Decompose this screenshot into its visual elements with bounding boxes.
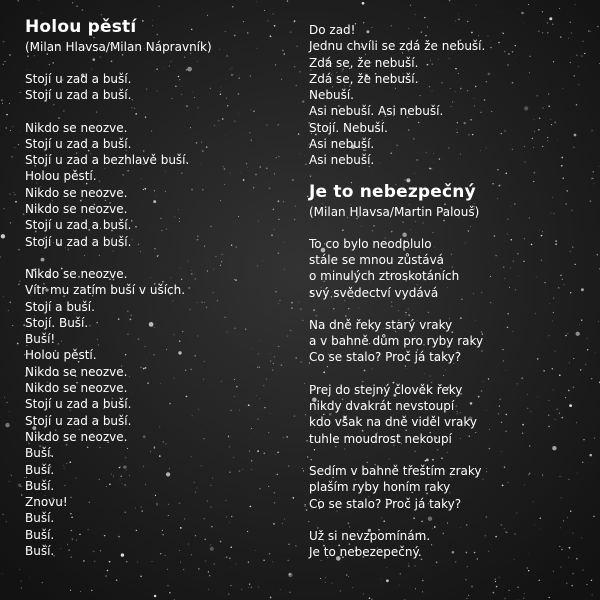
star: [597, 254, 598, 255]
star: [263, 560, 265, 562]
star: [306, 494, 307, 495]
star: [12, 126, 13, 127]
lyrics-continuation: [309, 22, 594, 169]
star: [523, 598, 524, 599]
star: [169, 592, 170, 593]
stanza: [309, 528, 594, 561]
star: [296, 85, 297, 86]
star: [208, 571, 209, 572]
lyric-line: Zdá se, že nebuší.: [309, 71, 419, 86]
lyric-line: Nikdo se neozve.: [25, 185, 128, 200]
star: [410, 5, 411, 6]
star: [295, 545, 296, 546]
star: [180, 562, 181, 563]
star: [6, 402, 7, 403]
star: [499, 577, 500, 578]
star: [422, 591, 423, 592]
star: [502, 11, 503, 12]
lyric-line: Buší.: [25, 511, 55, 526]
star: [9, 54, 11, 56]
star: [280, 589, 281, 590]
star: [494, 578, 496, 580]
star: [300, 308, 301, 309]
star: [340, 590, 341, 591]
lyric-line: Stojí u zad a bezhlavě buší.: [25, 153, 190, 168]
right-column: [309, 22, 594, 560]
star: [80, 591, 81, 592]
star: [408, 565, 410, 567]
star: [12, 325, 13, 326]
star: [230, 585, 231, 586]
star: [598, 321, 599, 322]
star: [304, 155, 305, 156]
star: [21, 588, 22, 589]
star: [468, 595, 469, 596]
star: [15, 201, 17, 203]
lyric-line: Stojí u zad a buší.: [25, 72, 132, 86]
star: [126, 561, 128, 563]
left-column: [25, 16, 295, 559]
star: [137, 562, 138, 563]
lyric-line: kdo však na dně viděl vraky: [309, 415, 477, 430]
song-credits: (Milan Hlavsa/Martin Palouš): [309, 204, 480, 219]
lyric-line: Asi nebuší. Asi nebuší.: [309, 104, 444, 119]
star: [465, 579, 467, 581]
lyric-line: Buší.: [25, 446, 55, 461]
star: [598, 166, 599, 167]
star: [408, 563, 409, 564]
star: [264, 10, 265, 11]
star: [29, 577, 30, 578]
lyric-line: Nikdo se neozve.: [25, 364, 128, 379]
star: [455, 561, 456, 562]
star: [595, 352, 596, 353]
star: [415, 14, 416, 15]
star: [475, 5, 476, 6]
star: [105, 575, 106, 576]
lyric-line: Jednu chvíli se zdá že nebuší.: [309, 39, 486, 54]
lyric-line: Stojí u zad a buší.: [25, 218, 132, 233]
star: [6, 114, 8, 116]
lyric-line: Nebuší.: [309, 88, 354, 103]
lyric-line: Zdá se, že nebuší.: [309, 55, 419, 70]
star: [116, 579, 117, 580]
star: [20, 581, 21, 582]
stanza: [309, 382, 594, 447]
star: [528, 4, 529, 5]
star: [572, 573, 574, 575]
star: [9, 481, 10, 482]
star: [18, 483, 21, 486]
star: [306, 440, 308, 442]
star: [592, 594, 593, 595]
star: [299, 302, 300, 303]
stanza: [309, 236, 594, 301]
star: [582, 569, 583, 570]
star: [305, 164, 306, 165]
star: [272, 561, 273, 562]
star: [19, 569, 20, 570]
star: [18, 284, 19, 285]
star: [305, 414, 307, 416]
star: [17, 343, 19, 345]
star: [2, 573, 3, 574]
star: [289, 591, 291, 593]
lyric-line: Stojí u zad a buší.: [25, 413, 132, 428]
star: [4, 397, 5, 398]
star: [539, 580, 540, 581]
star: [559, 8, 560, 9]
star: [295, 357, 297, 359]
star: [3, 296, 4, 297]
star: [249, 583, 250, 584]
star: [467, 566, 468, 567]
star: [542, 11, 543, 12]
star: [527, 567, 528, 568]
lyric-line: stále se mnou zůstává: [309, 252, 445, 267]
star: [591, 580, 592, 581]
star: [13, 192, 14, 193]
star: [205, 560, 206, 561]
star: [549, 17, 552, 20]
lyric-line: Buší.: [25, 527, 55, 542]
star: [232, 567, 233, 568]
lyric-line: Holou pěstí.: [25, 348, 97, 363]
lyric-line: Stojí u zad a buší.: [25, 397, 132, 412]
star: [228, 594, 229, 595]
lyric-line: Buší.: [25, 462, 55, 477]
star: [369, 597, 371, 599]
lyric-line: Na dně řeky starý vraky: [309, 317, 453, 332]
lyric-line: Co se stalo? Proč já taky?: [309, 350, 462, 365]
star: [19, 281, 21, 283]
lyric-line: Vítr mu zatím buší v uších.: [25, 283, 186, 298]
lyric-line: Nikdo se neozve.: [25, 381, 128, 396]
star: [471, 586, 473, 588]
lyrics-body: [25, 71, 295, 559]
star: [386, 579, 389, 582]
star: [346, 574, 348, 576]
star: [320, 578, 321, 579]
star: [458, 14, 459, 15]
star: [70, 590, 71, 591]
lyric-line: To co bylo neodplulo: [309, 236, 432, 251]
star: [72, 2, 73, 3]
star: [575, 4, 576, 5]
star: [302, 468, 303, 469]
star: [21, 494, 22, 495]
star: [597, 26, 598, 27]
star: [8, 310, 9, 311]
star: [109, 561, 111, 563]
lyric-line: Holou pěstí.: [25, 169, 97, 184]
star: [167, 569, 168, 570]
star: [586, 584, 587, 585]
lyrics-body: [309, 236, 594, 561]
star: [302, 100, 304, 102]
song-holou-pesti: [25, 16, 295, 559]
star: [18, 144, 19, 145]
star: [325, 582, 326, 583]
star: [2, 514, 3, 515]
star: [9, 103, 10, 104]
star: [553, 571, 554, 572]
star: [9, 302, 11, 304]
stanza: [25, 71, 295, 104]
star: [168, 585, 169, 586]
star: [2, 103, 3, 104]
star: [241, 589, 242, 590]
star: [251, 586, 252, 587]
star: [270, 597, 272, 599]
lyric-line: a v bahně dům pro ryby raky: [309, 334, 484, 349]
star: [209, 575, 211, 577]
lyric-line: Buší.: [25, 544, 55, 559]
star: [521, 12, 524, 15]
star: [76, 6, 77, 7]
star: [300, 153, 301, 154]
lyric-line: Co se stalo? Proč já taky?: [309, 496, 462, 511]
star: [466, 598, 467, 599]
lyric-line: Znovu!: [25, 495, 68, 510]
star: [5, 423, 9, 427]
star: [235, 564, 236, 565]
star: [10, 222, 11, 223]
star: [183, 569, 185, 571]
star: [400, 573, 402, 575]
star: [248, 587, 249, 588]
star: [560, 566, 561, 567]
star: [519, 8, 520, 9]
star: [495, 581, 496, 582]
star: [363, 593, 364, 594]
star: [5, 61, 6, 62]
star: [288, 573, 292, 577]
star: [299, 71, 301, 73]
star: [424, 17, 425, 18]
lyric-line: svý svědectví vydává: [309, 285, 439, 300]
star: [325, 578, 326, 579]
star: [304, 505, 305, 506]
star: [9, 193, 10, 194]
star: [17, 0, 19, 1]
lyric-line: Nikdo se neozve.: [25, 266, 128, 281]
lyric-line: Stojí u zad a buší.: [25, 88, 132, 103]
star: [1, 100, 2, 101]
star: [94, 561, 96, 563]
lyric-line: Stojí u zad a buší.: [25, 234, 132, 249]
star: [352, 587, 353, 588]
star: [302, 320, 304, 322]
star: [301, 362, 302, 363]
lyric-line: Je to nebezepečný.: [309, 545, 422, 560]
star: [362, 2, 365, 5]
star: [422, 580, 424, 582]
star: [504, 598, 506, 600]
star: [258, 587, 259, 588]
star: [82, 9, 84, 11]
lyric-line: Stojí a buší.: [25, 299, 95, 314]
star: [232, 6, 234, 8]
star: [1, 234, 5, 238]
stanza: [309, 463, 594, 512]
stanza: [25, 266, 295, 559]
lyric-line: Asi nebuší.: [309, 153, 375, 168]
star: [332, 583, 333, 584]
star: [288, 560, 289, 561]
star: [287, 0, 288, 1]
star: [381, 579, 382, 580]
star: [256, 1, 257, 2]
lyric-line: plaším ryby honím raky: [309, 480, 451, 495]
star: [140, 576, 142, 578]
star: [107, 570, 109, 572]
star: [6, 521, 7, 522]
star: [386, 567, 387, 568]
lyric-line: Buší!: [25, 332, 56, 347]
star: [154, 595, 157, 598]
star: [3, 64, 4, 65]
star: [302, 21, 303, 22]
star: [11, 156, 13, 158]
lyric-line: Do zad!: [309, 23, 356, 37]
star: [41, 13, 42, 14]
star: [152, 561, 153, 562]
star: [493, 592, 495, 594]
star: [3, 208, 5, 210]
lyric-line: Stojí. Nebuší.: [309, 120, 388, 135]
star: [273, 13, 274, 14]
song-credits: (Milan Hlavsa/Milan Nápravník): [25, 40, 212, 54]
lyric-line: o minulých ztroskotáních: [309, 269, 460, 284]
lyric-line: Nikdo se neozve.: [25, 202, 128, 217]
star: [414, 565, 415, 566]
star: [306, 509, 308, 511]
star: [566, 582, 568, 584]
song-title: Je to nebezpečný: [309, 181, 476, 202]
lyric-line: tuhle moudrost nekoupí: [309, 431, 452, 446]
lyric-line: Stojí. Buší.: [25, 315, 89, 330]
lyric-line: Stojí u zad a buší.: [25, 136, 132, 151]
star: [20, 92, 21, 93]
star: [415, 588, 416, 589]
star: [14, 147, 15, 148]
star: [83, 560, 84, 561]
star: [517, 587, 518, 588]
star: [10, 130, 11, 131]
stanza: [25, 120, 295, 250]
star: [298, 133, 299, 134]
lyric-line: Sedím v bahně třeštím zraky: [309, 463, 482, 478]
star: [9, 411, 10, 412]
star: [496, 586, 498, 588]
star: [6, 127, 8, 129]
star: [91, 590, 92, 591]
star: [248, 562, 249, 563]
star: [436, 561, 438, 563]
star: [304, 383, 305, 384]
lyric-line: Nikdo se neozve.: [25, 429, 128, 444]
star: [509, 590, 510, 591]
lyric-line: Nikdo se neozve.: [25, 120, 128, 135]
lyric-line: Už si nevzpomínám.: [309, 528, 431, 543]
star: [399, 585, 400, 586]
stanza: [309, 317, 594, 366]
lyric-line: Asi nebuší.: [309, 137, 375, 152]
star: [348, 576, 349, 577]
star: [18, 249, 20, 251]
lyric-line: Prej do stejný člověk řeky: [309, 382, 463, 397]
star: [19, 132, 20, 133]
star: [303, 470, 304, 471]
star: [15, 194, 16, 195]
lyric-line: nikdy dvakrát nevstoupí: [309, 399, 455, 414]
star: [42, 582, 43, 583]
star: [208, 589, 209, 590]
star: [528, 570, 529, 571]
lyric-line: Buší.: [25, 478, 55, 493]
star: [11, 475, 12, 476]
star: [159, 6, 160, 7]
song-je-to-nebezpecny: [309, 181, 594, 561]
song-title: Holou pěstí: [25, 17, 137, 37]
star: [214, 563, 215, 564]
star: [571, 585, 573, 587]
star: [458, 18, 460, 20]
star: [305, 504, 306, 505]
star: [549, 597, 550, 598]
star: [198, 568, 199, 569]
star: [296, 45, 298, 47]
star: [524, 593, 525, 594]
star: [3, 41, 5, 43]
